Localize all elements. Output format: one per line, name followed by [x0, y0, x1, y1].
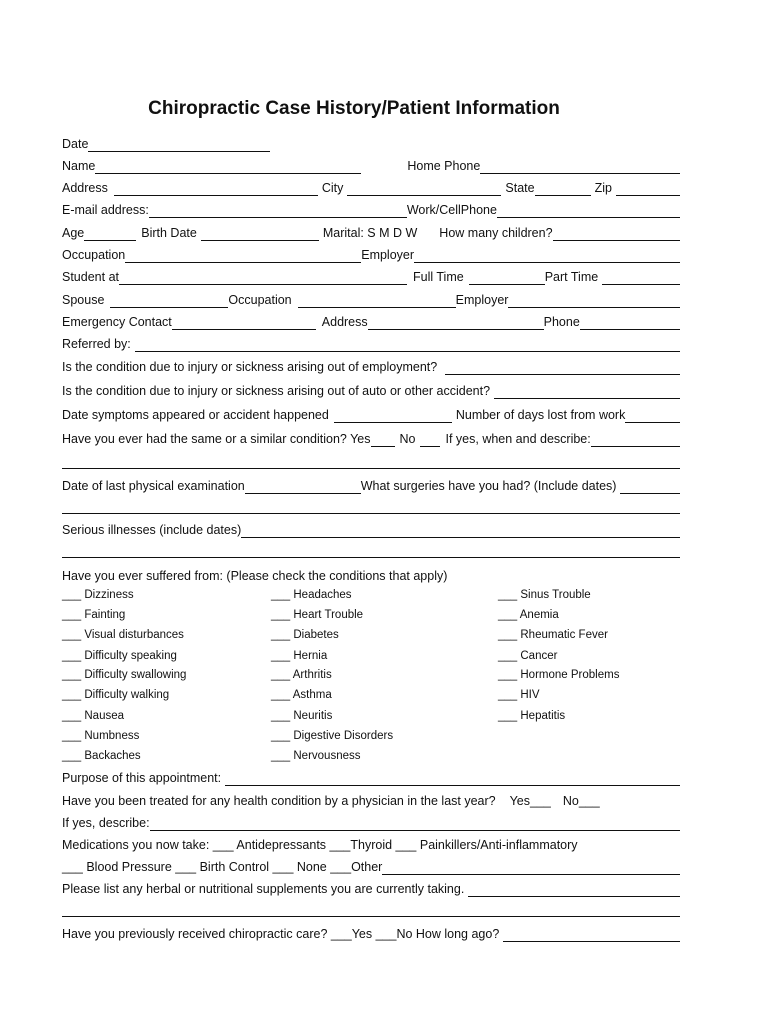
symptoms-row [62, 405, 680, 423]
ec-phone-label: Phone [543, 315, 580, 329]
same-condition-yes-field[interactable] [371, 433, 395, 447]
email-row [62, 200, 680, 218]
name-field[interactable] [95, 160, 361, 174]
marital-label: Marital: S M D W [322, 226, 418, 240]
condition-item[interactable]: ___ Hernia [271, 650, 328, 662]
work-cell-phone-field[interactable] [497, 204, 680, 218]
spouse-field[interactable] [110, 294, 228, 308]
purpose-row [62, 768, 680, 786]
occupation-field[interactable] [125, 249, 361, 263]
employment-row [62, 357, 680, 375]
date-symptoms-question: Date symptoms appeared or accident happened [62, 408, 329, 422]
spouse-row [62, 290, 680, 308]
spouse-employer-field[interactable] [508, 294, 680, 308]
spouse-occupation-field[interactable] [298, 294, 456, 308]
treated-row [62, 791, 680, 809]
condition-item[interactable]: ___ Cancer [498, 650, 558, 662]
last-exam-field[interactable] [245, 480, 361, 494]
condition-item[interactable]: ___ Asthma [271, 689, 332, 701]
part-time-field[interactable] [602, 271, 680, 285]
student-row [62, 267, 680, 285]
city-label: City [321, 181, 344, 195]
treated-question: Have you been treated for any health condition by a physician in the last year? [62, 794, 496, 808]
condition-item[interactable]: ___ Dizziness [62, 589, 134, 601]
treated-yes[interactable]: Yes___ [509, 794, 551, 808]
surgeries-line-2[interactable] [62, 513, 680, 514]
same-condition-no-label: No [399, 432, 416, 446]
medications-other-field[interactable] [382, 861, 680, 875]
if-yes-row [62, 813, 680, 831]
condition-item[interactable]: ___ Difficulty walking [62, 689, 170, 701]
email-label: E-mail address: [62, 203, 149, 217]
children-label: How many children? [439, 226, 553, 240]
state-label: State [505, 181, 535, 195]
spouse-occupation-label: Occupation [228, 293, 292, 307]
condition-item[interactable]: ___ Headaches [271, 589, 352, 601]
prev-chiro-question: Have you previously received chiropractic care? ___Yes ___No How long ago? [62, 927, 500, 941]
condition-item[interactable]: ___ Visual disturbances [62, 629, 184, 641]
same-condition-no-field[interactable] [420, 433, 440, 447]
children-field[interactable] [553, 227, 680, 241]
condition-item[interactable]: ___ Neuritis [271, 710, 333, 722]
condition-item[interactable]: ___ Numbness [62, 730, 140, 742]
last-exam-row [62, 476, 680, 494]
illnesses-line-2[interactable] [62, 557, 680, 558]
state-field[interactable] [535, 182, 591, 196]
referred-by-label: Referred by: [62, 337, 131, 351]
date-field[interactable] [88, 138, 270, 152]
condition-item[interactable]: ___ Backaches [62, 750, 141, 762]
work-cell-phone-label: Work/CellPhone [406, 203, 497, 217]
condition-item[interactable]: ___ Difficulty speaking [62, 650, 177, 662]
describe-label: If yes, when and describe: [445, 432, 591, 446]
same-condition-question: Have you ever had the same or a similar condition? Yes [62, 432, 371, 446]
auto-question: Is the condition due to injury or sickness arising out of auto or other accident? [62, 384, 491, 398]
part-time-label: Part Time [544, 270, 599, 284]
student-at-field[interactable] [119, 271, 407, 285]
condition-item[interactable]: ___ Arthritis [271, 669, 332, 681]
condition-item[interactable]: ___ Difficulty swallowing [62, 669, 187, 681]
condition-item[interactable]: ___ Heart Trouble [271, 609, 364, 621]
full-time-field[interactable] [469, 271, 545, 285]
occupation-row [62, 245, 680, 263]
ec-phone-field[interactable] [580, 316, 680, 330]
form-title: Chiropractic Case History/Patient Information [148, 98, 560, 119]
suffered-row [62, 566, 680, 584]
medications-label: Medications you now take: ___ Antidepressants ___Thyroid ___ Painkillers/Anti-inflammatory [62, 838, 578, 852]
student-at-label: Student at [62, 270, 119, 284]
suffered-question: Have you ever suffered from: (Please check the conditions that apply) [62, 569, 448, 583]
employer-label: Employer [361, 248, 415, 262]
medications-row [62, 835, 680, 853]
auto-field[interactable] [494, 385, 680, 399]
date-label: Date [62, 137, 89, 151]
condition-item[interactable]: ___ Diabetes [271, 629, 339, 641]
supplements-field[interactable] [468, 883, 680, 897]
date-symptoms-field[interactable] [334, 409, 452, 423]
describe-line-2[interactable] [62, 468, 680, 469]
referred-row [62, 334, 680, 352]
ec-address-field[interactable] [368, 316, 544, 330]
condition-item[interactable]: ___ Digestive Disorders [271, 730, 394, 742]
surgeries-question: What surgeries have you had? (Include dates) [360, 479, 617, 493]
emergency-contact-field[interactable] [172, 316, 316, 330]
last-exam-question: Date of last physical examination [62, 479, 245, 493]
treated-no[interactable]: No___ [562, 794, 600, 808]
days-lost-question: Number of days lost from work [455, 408, 626, 422]
name-row [62, 156, 680, 174]
emergency-row [62, 312, 680, 330]
zip-label: Zip [594, 181, 612, 195]
date-row [62, 134, 680, 152]
zip-field[interactable] [616, 182, 680, 196]
birth-date-field[interactable] [201, 227, 319, 241]
condition-item[interactable]: ___ Fainting [62, 609, 126, 621]
address-label: Address [62, 181, 108, 195]
auto-row [62, 381, 680, 399]
condition-item[interactable]: ___ Hormone Problems [498, 669, 620, 681]
email-field[interactable] [149, 204, 407, 218]
prev-chiro-row [62, 924, 680, 942]
spouse-employer-label: Employer [455, 293, 509, 307]
referred-by-field[interactable] [135, 338, 680, 352]
birth-date-label: Birth Date [141, 226, 197, 240]
age-row [62, 223, 680, 241]
full-time-label: Full Time [413, 270, 464, 284]
surgeries-field[interactable] [620, 480, 680, 494]
home-phone-label: Home Phone [407, 159, 481, 173]
if-yes-field[interactable] [150, 817, 680, 831]
ec-address-label: Address [321, 315, 368, 329]
condition-item[interactable]: ___ Sinus Trouble [498, 589, 591, 601]
days-lost-field[interactable] [625, 409, 680, 423]
illnesses-field[interactable] [241, 524, 680, 538]
occupation-label: Occupation [62, 248, 126, 262]
city-field[interactable] [347, 182, 501, 196]
emergency-contact-label: Emergency Contact [62, 315, 172, 329]
condition-item[interactable]: ___ Nausea [62, 710, 125, 722]
condition-item[interactable]: ___ Hepatitis [498, 710, 566, 722]
medications-row-2 [62, 857, 680, 875]
same-condition-row [62, 429, 680, 447]
age-label: Age [62, 226, 85, 240]
address-row [62, 178, 680, 196]
condition-item[interactable]: ___ HIV [498, 689, 540, 701]
address-field[interactable] [114, 182, 318, 196]
employment-question: Is the condition due to injury or sickness arising out of employment? [62, 360, 438, 374]
illnesses-question: Serious illnesses (include dates) [62, 523, 242, 537]
name-label: Name [62, 159, 96, 173]
condition-item[interactable]: ___ Nervousness [271, 750, 361, 762]
supplements-label: Please list any herbal or nutritional supplements you are currently taking. [62, 882, 465, 896]
purpose-label: Purpose of this appointment: [62, 771, 222, 785]
describe-field[interactable] [591, 433, 680, 447]
employer-field[interactable] [414, 249, 680, 263]
employment-field[interactable] [445, 361, 680, 375]
supplements-row [62, 879, 680, 897]
if-yes-label: If yes, describe: [62, 816, 150, 830]
medications-label-2: ___ Blood Pressure ___ Birth Control ___ None ___Other [62, 860, 383, 874]
age-field[interactable] [84, 227, 136, 241]
illnesses-row [62, 520, 680, 538]
home-phone-field[interactable] [480, 160, 680, 174]
prev-chiro-field[interactable] [503, 928, 680, 942]
condition-item[interactable]: ___ Rheumatic Fever [498, 629, 608, 641]
supplements-line-2[interactable] [62, 916, 680, 917]
condition-item[interactable]: ___ Anemia [498, 609, 559, 621]
purpose-field[interactable] [225, 772, 680, 786]
spouse-label: Spouse [62, 293, 105, 307]
